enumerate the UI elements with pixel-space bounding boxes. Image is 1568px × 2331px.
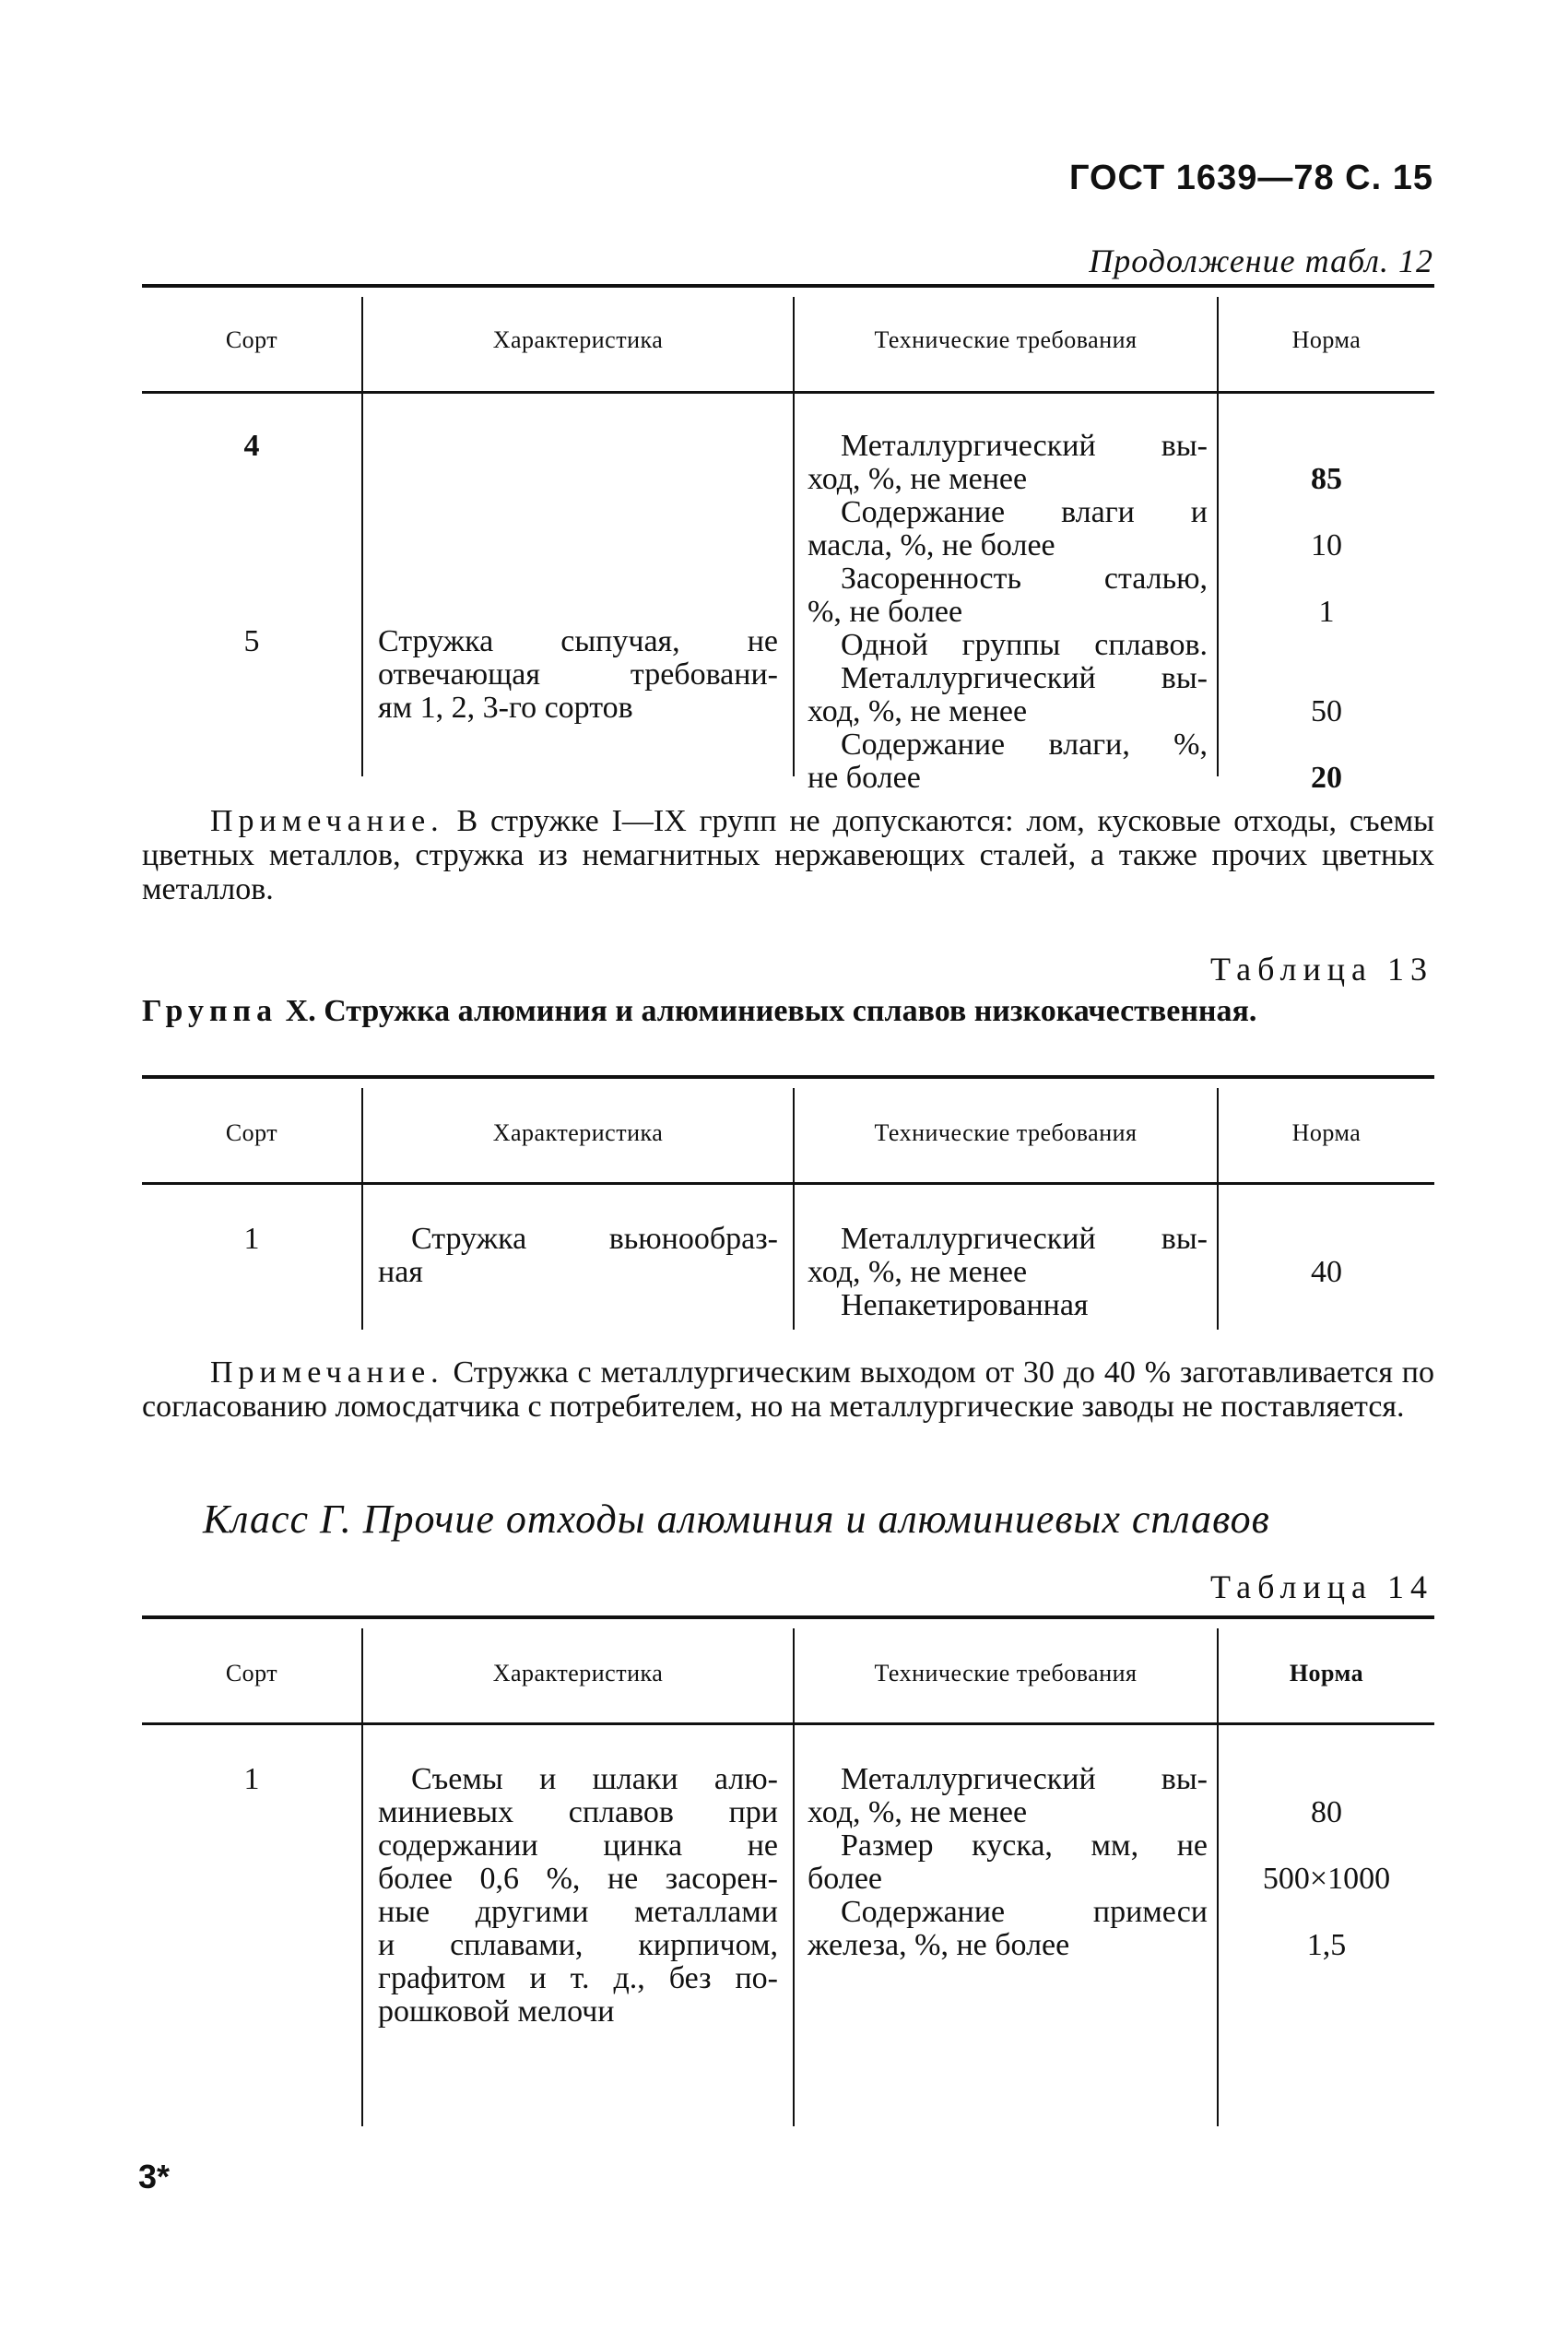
- requirement-line: железа, %, не более: [808, 1928, 1070, 1962]
- requirement-line: Металлургический вы-: [841, 1222, 1208, 1256]
- requirement-line: Одной группы сплавов.: [841, 628, 1208, 662]
- group-label: Группа: [142, 994, 278, 1028]
- note-label: Примечание.: [210, 1355, 444, 1390]
- characteristic-line: и сплавами, кирпичом,: [378, 1928, 778, 1962]
- column-header-characteristic: Характеристика: [492, 1660, 664, 1686]
- characteristic-line: Стружка вьюнообраз-: [411, 1222, 778, 1256]
- group-title: [142, 992, 1434, 1031]
- requirement-line: Содержание примеси: [841, 1895, 1208, 1929]
- characteristic-cell: [378, 1763, 778, 2029]
- column-header-sort: Сорт: [225, 1660, 278, 1686]
- requirement-line: Засоренность сталью,: [841, 562, 1208, 596]
- characteristic-line: графитом и т. д., без по-: [378, 1961, 778, 1995]
- characteristic-line: Стружка сыпучая, не: [378, 624, 778, 658]
- requirement-line: Металлургический вы-: [841, 661, 1208, 695]
- norm-value: 40: [1311, 1255, 1342, 1289]
- column-header-norm: Норма: [1289, 1660, 1364, 1686]
- characteristic-line: более 0,6 %, не засорен-: [378, 1862, 778, 1896]
- table-12: [142, 284, 1434, 795]
- requirements-cell: [808, 1223, 1208, 1322]
- table-13: [142, 1075, 1434, 1343]
- class-title: Класс Г. Прочие отходы алюминия и алюминиевых сплавов: [203, 1497, 1270, 1542]
- norm-value: 500×1000: [1262, 1862, 1391, 1896]
- table-14-label: Таблица 14: [1210, 1568, 1433, 1605]
- norm-value: 80: [1311, 1795, 1342, 1829]
- requirement-line: ход, %, не менее: [808, 1255, 1028, 1289]
- norm-value: 50: [1311, 694, 1342, 728]
- characteristic-line: содержании цинка не: [378, 1828, 778, 1863]
- sort-value: 1: [243, 1762, 260, 1796]
- characteristic-line: ям 1, 2, 3-го сортов: [378, 691, 633, 725]
- column-header-sort: Сорт: [225, 326, 278, 353]
- sort-value: 4: [243, 429, 260, 463]
- requirement-line: Металлургический вы-: [841, 429, 1208, 463]
- sort-value: 5: [243, 624, 260, 658]
- norm-value: 1: [1318, 595, 1335, 629]
- column-header-characteristic: Характеристика: [492, 326, 664, 353]
- table-13-label: Таблица 13: [1210, 951, 1433, 988]
- requirement-line: ход, %, не менее: [808, 1795, 1028, 1829]
- note-label: Примечание.: [210, 804, 444, 838]
- requirement-line: более: [808, 1862, 882, 1896]
- note-text: Стружка с металлургическим выходом от 30 до 40 % заготавливается по согласованию ломосдатчика с потребителем, но на металлургические заводы не поставляется.: [142, 1355, 1434, 1424]
- norm-value: 1,5: [1306, 1928, 1347, 1962]
- characteristic-line: Съемы и шлаки алю-: [411, 1762, 778, 1796]
- characteristic-line: ная: [378, 1255, 423, 1289]
- column-header-norm: Норма: [1291, 1119, 1362, 1146]
- requirement-line: ход, %, не менее: [808, 694, 1028, 728]
- requirement-line: Размер куска, мм, не: [841, 1828, 1208, 1863]
- note-text: В стружке I—IX групп не допускаются: лом, кусковые отходы, съемы цветных металлов, стружка из немагнитных нержавеющих сталей, а также прочих цветных металлов.: [142, 804, 1434, 906]
- norm-value: 10: [1311, 528, 1342, 562]
- norm-value: 85: [1311, 462, 1342, 496]
- requirements-cell: [808, 430, 1208, 795]
- gost-page-header: ГОСТ 1639—78 С. 15: [1068, 159, 1433, 197]
- group-text: X. Стружка алюминия и алюминиевых сплавов низкокачественная.: [277, 994, 1257, 1028]
- table-14: [142, 1615, 1434, 2132]
- requirement-line: Непакетированная: [841, 1288, 1089, 1322]
- column-header-norm: Норма: [1291, 326, 1362, 353]
- requirements-cell: [808, 1763, 1208, 1962]
- characteristic-cell: [378, 1223, 778, 1289]
- requirement-line: Металлургический вы-: [841, 1762, 1208, 1796]
- column-header-requirements: Технические требования: [874, 1119, 1138, 1146]
- requirement-line: %, не более: [808, 595, 963, 629]
- sort-value: 1: [243, 1222, 260, 1256]
- requirement-line: ход, %, не менее: [808, 462, 1028, 496]
- table-continuation-label: Продолжение табл. 12: [1089, 243, 1433, 279]
- characteristic-line: отвечающая требовани-: [378, 657, 778, 692]
- requirement-line: Содержание влаги, %,: [841, 728, 1208, 762]
- column-header-requirements: Технические требования: [874, 1660, 1138, 1686]
- requirement-line: не более: [808, 761, 921, 795]
- column-header-requirements: Технические требования: [874, 326, 1138, 353]
- characteristic-line: рошковой мелочи: [378, 1994, 615, 2029]
- page-signature-mark: 3*: [138, 2158, 171, 2195]
- requirement-line: масла, %, не более: [808, 528, 1055, 562]
- characteristic-line: ные другими металлами: [378, 1895, 778, 1929]
- table-12-note: [142, 804, 1434, 906]
- norm-value: 20: [1311, 761, 1342, 795]
- characteristic-line: миниевых сплавов при: [378, 1795, 778, 1829]
- column-header-sort: Сорт: [225, 1119, 278, 1146]
- requirement-line: Содержание влаги и: [841, 495, 1208, 529]
- characteristic-cell: [378, 625, 778, 725]
- column-header-characteristic: Характеристика: [492, 1119, 664, 1146]
- table-13-note: [142, 1355, 1434, 1424]
